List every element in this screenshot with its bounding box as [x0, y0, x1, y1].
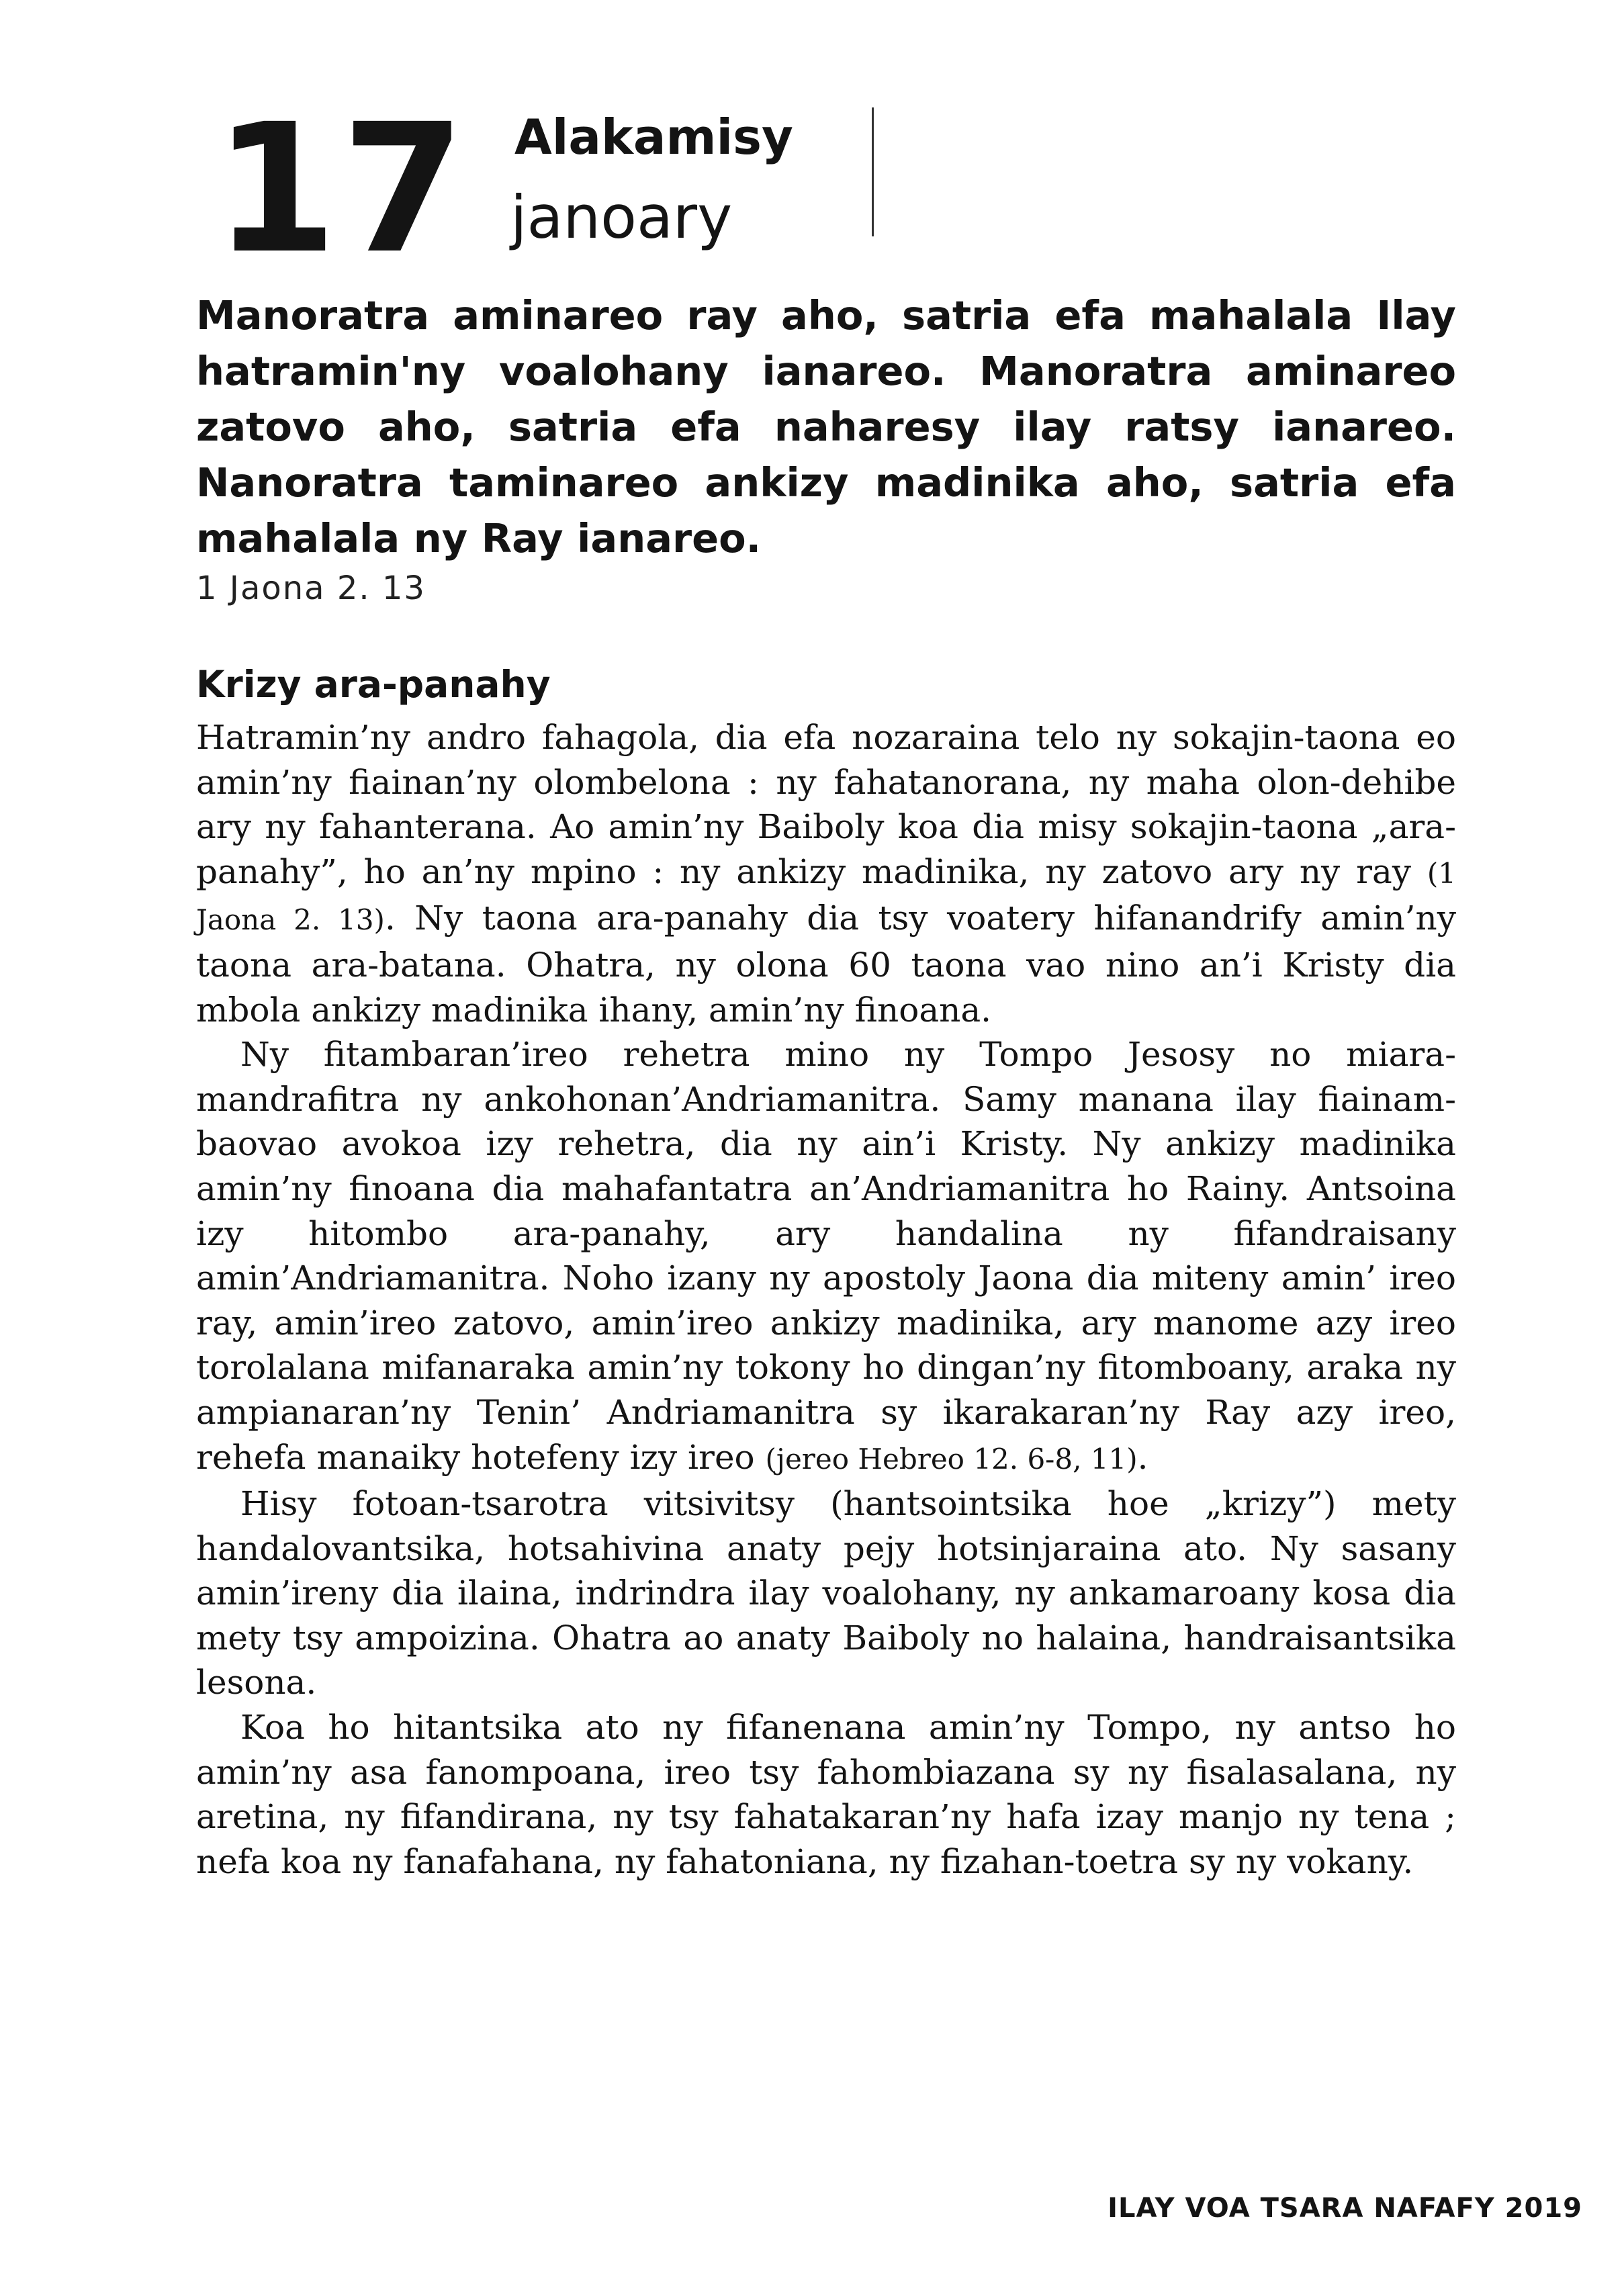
paragraph-text: Koa ho hitantsika ato ny fifanenana amin’ny Tompo, ny antso ho amin’ny asa fanompoana, ireo tsy fahombiazana sy ny fisalasalana, ny aretina, ny fifandirana, ny tsy fahatakaran’ny hafa izay manjo ny tena ; nefa koa ny fanafahana, ny fahatoniana, ny fizahan-toetra sy ny vokany. — [196, 1708, 1456, 1881]
paragraph-text: . — [1137, 1437, 1148, 1477]
month-label: janoary — [510, 183, 733, 252]
paragraph-text: Hatramin’ny andro fahagola, dia efa nozaraina telo ny sokajin-taona eo amin’ny fiainan’ny olombelona : ny fahatanorana, ny maha olon-dehibe ary ny fahanterana. Ao amin’ny Baiboly koa dia misy sokajin-taona „ara-panahy”, ho an’ny mpino : ny ankizy madinika, ny zatovo ary ny ray — [196, 718, 1456, 891]
devotional-body — [196, 715, 1456, 1884]
publication-footer: ILAY VOA TSARA NAFAFY 2019 — [1108, 2193, 1582, 2224]
paragraph-text: . Ny taona ara-panahy dia tsy voatery hifanandrify amin’ny taona ara-batana. Ohatra, ny olona 60 taona vao nino an’i Kristy dia mbola ankizy madinika ihany, amin’ny finoana. — [196, 899, 1456, 1030]
bible-verse: Manoratra aminareo ray aho, satria efa mahalala Ilay hatramin'ny voalohany ianareo. Manoratra aminareo zatovo aho, satria efa naharesy ilay ratsy ianareo. Nanoratra taminareo ankizy madinika aho, satria efa mahalala ny Ray ianareo. — [196, 292, 1456, 561]
paragraph-text: Ny fitambaran’ireo rehetra mino ny Tompo Jesosy no miara-mandrafitra ny ankohonan’Andriamanitra. Samy manana ilay fiainam-baovao avokoa izy rehetra, dia ny ain’i Kristy. Ny ankizy madinika amin’ny finoana dia mahafantatra an’Andriamanitra ho Rainy. Antsoina izy hitombo ara-panahy, ary handalina ny fifandraisany amin’Andriamanitra. Noho izany ny apostoly Jaona dia miteny amin’ ireo ray, amin’ireo zatovo, amin’ireo ankizy madinika, ary manome azy ireo torolalana mifanaraka amin’ny tokony ho dingan’ny fitomboany, araka ny ampianaran’ny Tenin’ Andriamanitra sy ikarakaran’ny Ray azy ireo, rehefa manaiky hotefeny izy ireo — [196, 1035, 1456, 1477]
body-paragraph-2 — [196, 1032, 1456, 1482]
header-divider — [872, 107, 874, 236]
day-number: 17 — [214, 86, 469, 293]
weekday-label: Alakamisy — [514, 109, 793, 165]
scripture-reference: (1 Jaona 2. 13) — [196, 856, 1456, 937]
body-paragraph-3 — [196, 1482, 1456, 1705]
scripture-reference: (jereo Hebreo 12. 6-8, 11) — [765, 1442, 1138, 1475]
paragraph-text: Hisy fotoan-tsarotra vitsivitsy (hantsointsika hoe „krizy”) mety handalovantsika, hotsahivina anaty pejy hotsinjaraina ato. Ny sasany amin’ireny dia ilaina, indrindra ilay voalohany, ny ankamaroany kosa dia mety tsy ampoizina. Ohatra ao anaty Baiboly no halaina, handraisantsika lesona. — [196, 1484, 1456, 1702]
section-title: Krizy ara-panahy — [196, 663, 551, 706]
body-paragraph-4 — [196, 1705, 1456, 1884]
body-paragraph-1 — [196, 715, 1456, 1032]
verse-reference: 1 Jaona 2. 13 — [196, 570, 426, 607]
